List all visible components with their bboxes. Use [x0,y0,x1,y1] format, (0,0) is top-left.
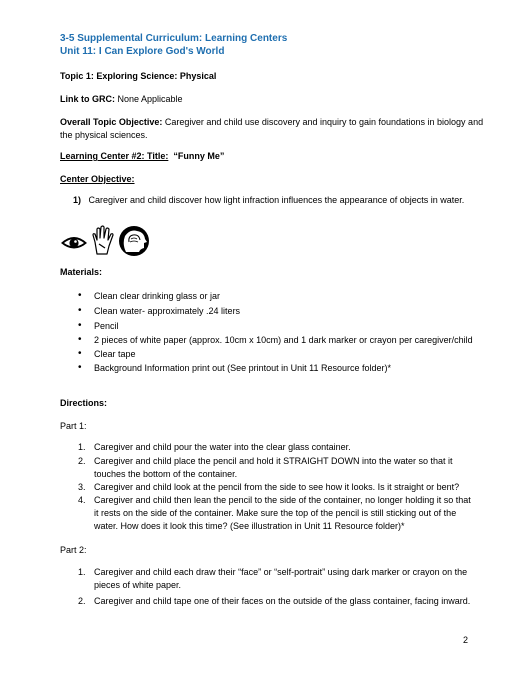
bullet-icon: • [78,290,82,301]
part2-heading: Part 2: [60,545,87,555]
step-text: Caregiver and child then lean the pencil to the side of the container, no longer holding it so that [94,495,471,505]
material-item: Background Information print out (See printout in Unit 11 Resource folder)* [94,363,391,373]
grc-value: None Applicable [115,94,183,104]
material-item: Clean water- approximately .24 liters [94,306,241,316]
objective-text-2: the physical sciences. [60,130,148,140]
step-text: it rests on the side of the container. Make sure the top of the pencil is still sticking out of the [94,508,457,518]
eye-icon [61,237,87,249]
center-objective-number: 1) [73,195,82,205]
step-text: Caregiver and child tape one of their faces on the outside of the glass container, facing inward. [94,596,471,606]
step-text: pieces of white paper. [94,580,182,590]
bullet-icon: • [78,320,82,331]
step-text: touches the bottom of the container. [94,469,238,479]
objective-line-1 [60,116,483,129]
step-number: 3. [78,482,86,492]
brain-head-icon [119,226,149,256]
header-line-1: 3-5 Supplemental Curriculum: Learning Centers [60,33,288,44]
part1-heading: Part 1: [60,421,87,431]
step-text: Caregiver and child each draw their “face” or “self-portrait” using dark marker or crayon on the [94,567,468,577]
bullet-icon: • [78,348,82,359]
step-text: Caregiver and child look at the pencil from the side to see how it looks. Is it straight or bent? [94,482,460,492]
step-text: Caregiver and child pour the water into the clear glass container. [94,442,351,452]
directions-heading: Directions: [60,398,108,408]
topic-heading: Topic 1: Exploring Science: Physical [60,71,217,81]
step-number: 2. [78,456,86,466]
grc-label: Link to GRC: [60,94,115,104]
step-text: water. How does it look this time? (See illustration in Unit 11 Resource folder)* [94,521,405,531]
bullet-icon: • [78,362,82,373]
material-item: Pencil [94,321,119,331]
step-number: 1. [78,567,86,577]
hand-icon [93,226,113,254]
center-objective-item [73,194,464,207]
learning-center-label: Learning Center #2: Title: [60,151,169,161]
bullet-icon: • [78,305,82,316]
step-text: Caregiver and child place the pencil and hold it STRAIGHT DOWN into the water so that it [94,456,453,466]
material-item: 2 pieces of white paper (approx. 10cm x 10cm) and 1 dark marker or crayon per caregiver/child [94,335,473,345]
material-item: Clean clear drinking glass or jar [94,291,221,301]
header-line-2: Unit 11: I Can Explore God's World [60,46,225,57]
learning-center-title [60,150,224,163]
page-number: 2 [463,635,469,645]
step-number: 4. [78,495,86,505]
learning-center-name: “Funny Me” [173,151,225,161]
sense-icons [60,224,160,258]
objective-text-1: Caregiver and child use discovery and inquiry to gain foundations in biology and [162,117,484,127]
grc-line [60,93,183,106]
materials-heading: Materials: [60,267,103,277]
center-objective-text: Caregiver and child discover how light infraction influences the appearance of objects in water. [88,195,465,205]
step-number: 2. [78,596,86,606]
center-objective-heading: Center Objective: [60,174,135,184]
material-item: Clear tape [94,349,136,359]
step-number: 1. [78,442,86,452]
bullet-icon: • [78,334,82,345]
objective-label: Overall Topic Objective: [60,117,163,127]
